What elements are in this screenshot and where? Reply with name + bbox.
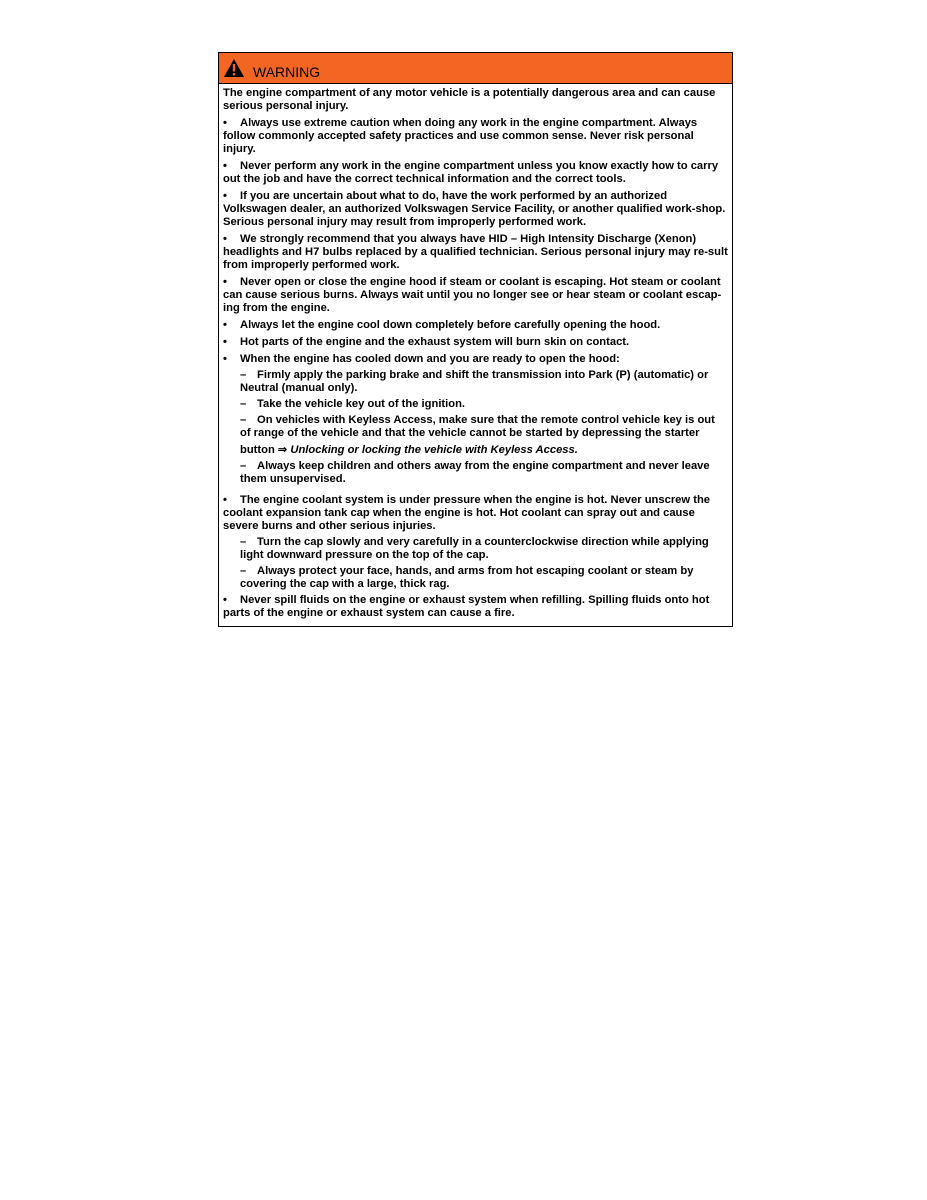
list-item: • Never spill fluids on the engine or exhaust system when refilling. Spilling fluids onto hot parts of the engine or exhaust system can cause a fire. [223, 594, 710, 619]
list-item: • If you are uncertain about what to do, have the work performed by an authorized Volkswagen dealer, an authorized Volkswagen Service Facility, or another qualified work-shop. Serious personal injury may result from improperly performed work. [223, 190, 726, 228]
dash-mark: – [240, 460, 247, 472]
bullet-mark: • [223, 494, 227, 506]
dash-mark: – [240, 565, 247, 577]
list-item: • Never open or close the engine hood if steam or coolant is escaping. Hot steam or coolant can cause serious burns. Always wait until you no longer see or hear steam or coolant escap-ing from the engine. [223, 276, 722, 314]
list-item: • Never perform any work in the engine compartment unless you know exactly how to carry out the job and have the correct technical information and the correct tools. [223, 160, 719, 185]
sub-list-item: – Firmly apply the parking brake and shift the transmission into Park (P) (automatic) or Neutral (manual only). [240, 369, 709, 394]
sub-list-item: – Turn the cap slowly and very carefully in a counterclockwise direction while applying light downward pressure on the top of the cap. [240, 536, 709, 561]
dash-mark: – [240, 369, 247, 381]
bullet-mark: • [223, 190, 227, 202]
sub-list-item: – Take the vehicle key out of the ignition. [240, 398, 466, 410]
sub-list-item: – Always protect your face, hands, and arms from hot escaping coolant or steam by covering the cap with a large, thick rag. [240, 565, 694, 590]
bullet-mark: • [223, 594, 227, 606]
bullet-mark: • [223, 276, 227, 288]
warning-intro: The engine compartment of any motor vehicle is a potentially dangerous area and can cause serious personal injury. [223, 87, 716, 112]
sub-list-item: – Always keep children and others away from the engine compartment and never leave them unsupervised. [240, 460, 710, 485]
dash-mark: – [240, 414, 247, 426]
list-item: • Always use extreme caution when doing any work in the engine compartment. Always follow commonly accepted safety practices and use common sense. Never risk personal injury. [223, 117, 698, 155]
sub-list-item-continuation: button ⇒ Unlocking or locking the vehicle with Keyless Access. [240, 444, 578, 456]
bullet-mark: • [223, 336, 227, 348]
list-item: • When the engine has cooled down and you are ready to open the hood: [223, 353, 620, 365]
warning-header [219, 53, 732, 84]
bullet-mark: • [223, 117, 227, 129]
arrow-right-icon: ⇒ [277, 444, 288, 456]
warning-triangle-icon [223, 58, 245, 78]
list-item: • Always let the engine cool down completely before carefully opening the hood. [223, 319, 661, 331]
warning-box [218, 52, 733, 627]
bullet-mark: • [223, 233, 227, 245]
dash-mark: – [240, 536, 247, 548]
bullet-mark: • [223, 319, 227, 331]
sub-list-item: – On vehicles with Keyless Access, make sure that the remote control vehicle key is out of range of the vehicle and that the vehicle cannot be started by depressing the starter [240, 414, 715, 439]
dash-mark: – [240, 398, 247, 410]
list-item: • The engine coolant system is under pressure when the engine is hot. Never unscrew the coolant expansion tank cap when the engine is hot. Hot coolant can spray out and cause severe burns and other serious injuries. [223, 494, 710, 532]
cross-reference-link[interactable]: Unlocking or locking the vehicle with Keyless Access. [290, 444, 578, 456]
warning-title: WARNING [253, 64, 321, 80]
bullet-mark: • [223, 160, 227, 172]
list-item: • We strongly recommend that you always have HID – High Intensity Discharge (Xenon) headlights and H7 bulbs replaced by a qualified technician. Serious personal injury may re-sult from improperly performed work. [223, 233, 728, 271]
bullet-mark: • [223, 353, 227, 365]
list-item: • Hot parts of the engine and the exhaust system will burn skin on contact. [223, 336, 630, 348]
warning-body [219, 84, 732, 626]
